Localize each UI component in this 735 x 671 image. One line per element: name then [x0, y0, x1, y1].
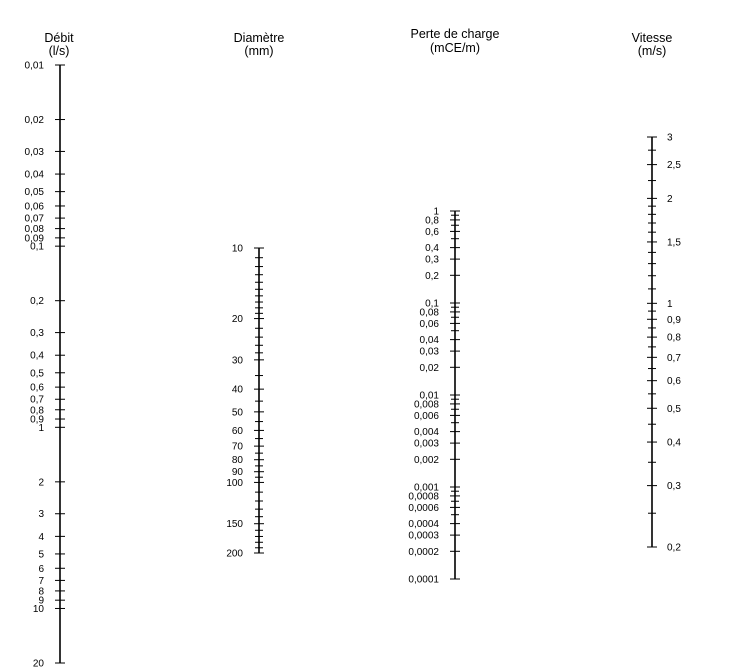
tick-label: 1,5: [667, 237, 681, 249]
tick-label: 0,006: [413, 410, 439, 422]
tick-label: 0,03: [24, 146, 44, 158]
tick-label: 0,2: [425, 270, 439, 282]
scale-vitesse: [632, 31, 682, 554]
tick-label: 0,3: [425, 254, 439, 266]
tick-label: 0,01: [24, 60, 44, 72]
scale-perte-ticks: [408, 207, 460, 586]
tick-label: 0,8: [30, 405, 44, 417]
scale-perte-title: Perte de charge: [410, 27, 500, 41]
tick-label: 0,6: [30, 382, 44, 394]
tick-label: 0,01: [419, 390, 439, 402]
tick-label: 0,7: [667, 352, 681, 364]
scale-diametre-ticks: [226, 244, 264, 560]
tick-label: 0,05: [24, 187, 44, 199]
tick-label: 5: [38, 549, 44, 561]
tick-label: 0,04: [419, 335, 439, 347]
tick-label: 0,0006: [408, 502, 439, 514]
tick-label: 3: [38, 509, 44, 521]
tick-label: 4: [38, 531, 44, 543]
tick-label: 0,06: [419, 318, 439, 330]
tick-label: 2: [667, 193, 673, 205]
tick-label: 20: [231, 314, 243, 326]
tick-label: 8: [38, 586, 44, 598]
tick-label: 100: [226, 477, 243, 489]
tick-label: 0,2: [667, 542, 681, 554]
tick-label: 0,03: [419, 346, 439, 358]
tick-label: 0,02: [24, 115, 44, 127]
tick-label: 40: [231, 384, 243, 396]
tick-label: 0,4: [425, 243, 439, 255]
tick-label: 0,4: [667, 437, 681, 449]
scale-perte: [408, 27, 499, 586]
tick-label: 2,5: [667, 160, 681, 172]
tick-label: 10: [231, 243, 243, 255]
tick-label: 0,7: [30, 394, 44, 406]
tick-label: 20: [32, 658, 44, 670]
tick-label: 0,5: [667, 403, 681, 415]
tick-label: 0,09: [24, 233, 44, 245]
tick-label: 1: [667, 298, 673, 310]
tick-label: 0,1: [30, 241, 44, 253]
tick-label: 0,02: [419, 362, 439, 374]
tick-label: 0,07: [24, 213, 44, 225]
tick-label: 0,4: [30, 350, 44, 362]
tick-label: 0,8: [425, 215, 439, 227]
tick-label: 0,9: [667, 314, 681, 326]
tick-label: 0,9: [30, 414, 44, 426]
tick-label: 0,001: [413, 482, 439, 494]
tick-label: 0,0001: [408, 574, 439, 586]
tick-label: 50: [231, 407, 243, 419]
tick-label: 0,0004: [408, 519, 439, 531]
tick-label: 0,3: [667, 481, 681, 493]
tick-label: 0,0008: [408, 491, 439, 503]
tick-label: 0,8: [667, 332, 681, 344]
tick-label: 150: [226, 519, 243, 531]
tick-label: 0,002: [413, 454, 439, 466]
tick-label: 0,5: [30, 368, 44, 380]
tick-label: 6: [38, 563, 44, 575]
scale-diametre-unit: (mm): [244, 44, 274, 58]
tick-label: 3: [667, 132, 673, 144]
tick-label: 60: [231, 425, 243, 437]
scale-vitesse-title: Vitesse: [631, 31, 673, 45]
tick-label: 10: [32, 603, 44, 615]
tick-label: 9: [38, 595, 44, 607]
tick-label: 2: [38, 477, 44, 489]
scale-debit-title: Débit: [44, 31, 74, 45]
tick-label: 200: [226, 548, 243, 560]
tick-label: 0,6: [667, 376, 681, 388]
tick-label: 0,1: [425, 298, 439, 310]
scale-diametre-title: Diamètre: [233, 31, 285, 45]
tick-label: 0,2: [30, 296, 44, 308]
tick-label: 30: [231, 355, 243, 367]
scale-vitesse-unit: (m/s): [637, 44, 667, 58]
tick-label: 0,004: [413, 427, 439, 439]
scale-debit-ticks: [25, 61, 65, 670]
tick-label: 1: [433, 206, 439, 218]
tick-label: 0,06: [24, 201, 44, 213]
tick-label: 0,6: [425, 226, 439, 238]
scale-vitesse-ticks: [647, 133, 681, 554]
scale-diametre: [226, 31, 284, 560]
scale-debit: [25, 31, 75, 670]
tick-label: 0,0003: [408, 530, 439, 542]
tick-label: 80: [231, 455, 243, 467]
tick-label: 0,3: [30, 328, 44, 340]
scale-perte-unit: (mCE/m): [430, 41, 480, 55]
tick-label: 0,04: [24, 169, 44, 181]
tick-label: 7: [38, 575, 44, 587]
tick-label: 70: [231, 441, 243, 453]
tick-label: 0,0002: [408, 546, 439, 558]
tick-label: 0,08: [419, 307, 439, 319]
tick-label: 0,008: [413, 399, 439, 411]
scale-debit-unit: (l/s): [48, 44, 70, 58]
tick-label: 0,003: [413, 438, 439, 450]
tick-label: 1: [38, 422, 44, 434]
tick-label: 0,08: [24, 224, 44, 236]
tick-label: 90: [231, 467, 243, 479]
